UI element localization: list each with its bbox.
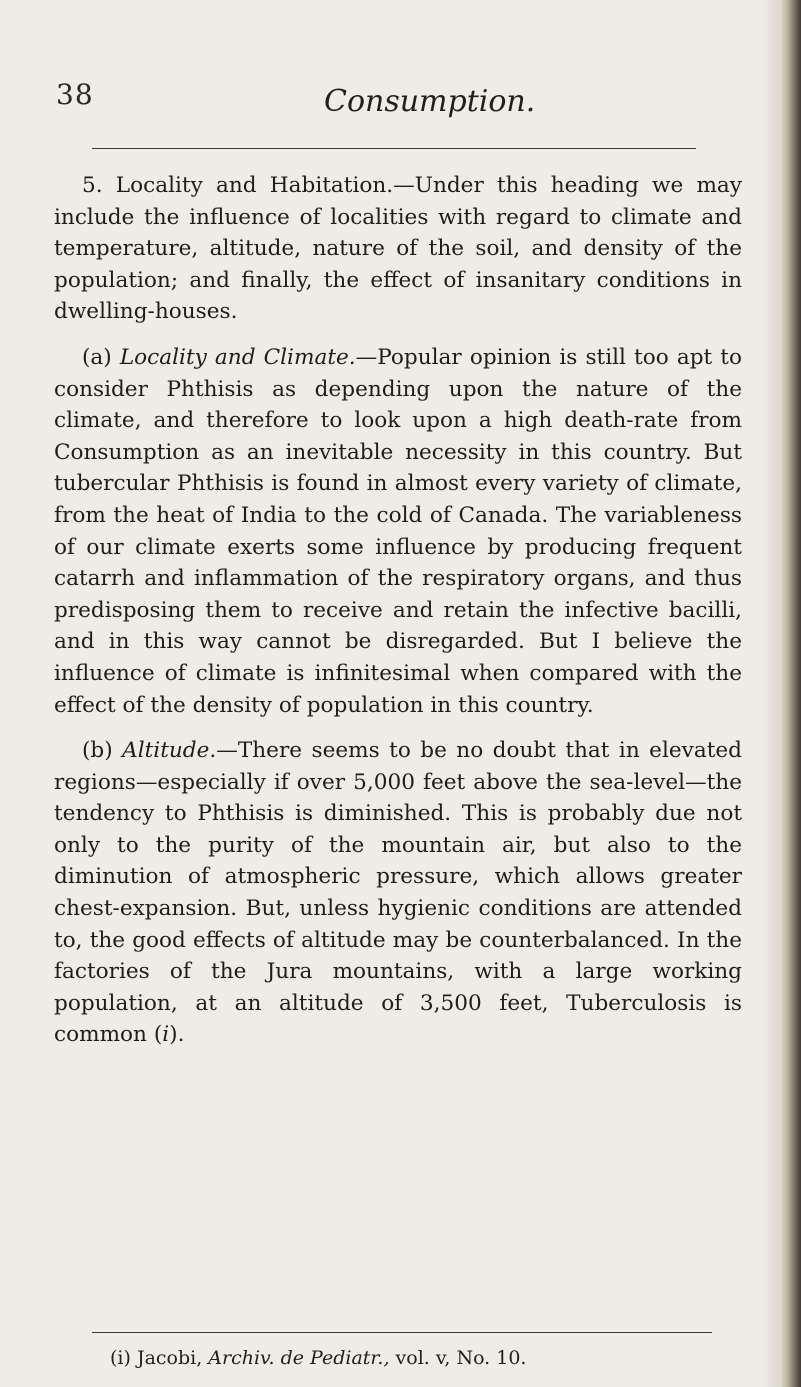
footnote: [110, 1346, 750, 1370]
subsection-heading: Locality and Climate.: [119, 344, 356, 370]
body-text: [54, 170, 742, 1051]
page-gutter-shadow: [761, 0, 779, 1387]
paragraph-text: —Popular opinion is still too apt to consider Phthisis as depending upon the nature of the climate, and therefore to look upon a high death-rate from Consumption as an inevitable necessity in this country. But tubercular Phthisis is found in almost every variety of climate, from the heat of India to the cold of Canada. The variableness of our climate exerts some influence by producing frequent catarrh and inflammation of the respiratory organs, and thus predisposing them to receive and retain the infective bacilli, and in this way cannot be disregarded. But I believe the influence of climate is infinitesimal when compared with the effect of the density of population in this country.: [54, 344, 742, 718]
running-title: Consumption.: [324, 84, 536, 119]
section-lead: 5. Locality and Habitation.: [82, 173, 394, 198]
subsection-heading: Altitude.: [122, 738, 217, 764]
paragraph-text: —There seems to be no doubt that in elevated regions—especially if over 5,000 feet above the sea-level—the tendency to Phthisis is diminished. This is probably due not only to the purity of the mountain air, but also to the diminution of atmospheric pressure, which allows greater chest-expansion. But, unless hygienic conditions are attended to, the good effects of altitude may be counterbalanced. In the factories of the Jura mountains, with a large working population, at an altitude of 3,500 feet, Tuberculosis is common (: [54, 738, 742, 1048]
paragraph-climate: [54, 342, 742, 721]
page-number: 38: [56, 78, 94, 111]
running-head: [56, 78, 776, 138]
footnote-source: Archiv. de Pediatr.,: [208, 1347, 390, 1369]
paragraph-end: ).: [169, 1022, 185, 1048]
paragraph-locality: [54, 170, 742, 328]
paragraph-altitude: [54, 735, 742, 1051]
header-rule: [92, 148, 696, 149]
paragraph-text: —Under this heading we may include the influence of localities with regard to climate and temperature, altitude, nature of the soil, and density of the population; and finally, the effect of insanitary conditions in dwelling-houses.: [54, 173, 742, 325]
subsection-label: (a): [82, 344, 120, 370]
footnote-marker: (i): [110, 1347, 137, 1369]
footnote-reference: i: [162, 1022, 170, 1048]
footnote-rule: [92, 1332, 712, 1333]
footnote-author: Jacobi,: [136, 1347, 209, 1369]
subsection-label: (b): [82, 738, 123, 764]
page-binding-edge: [779, 0, 801, 1387]
footnote-details: vol. v, No. 10.: [389, 1347, 527, 1369]
